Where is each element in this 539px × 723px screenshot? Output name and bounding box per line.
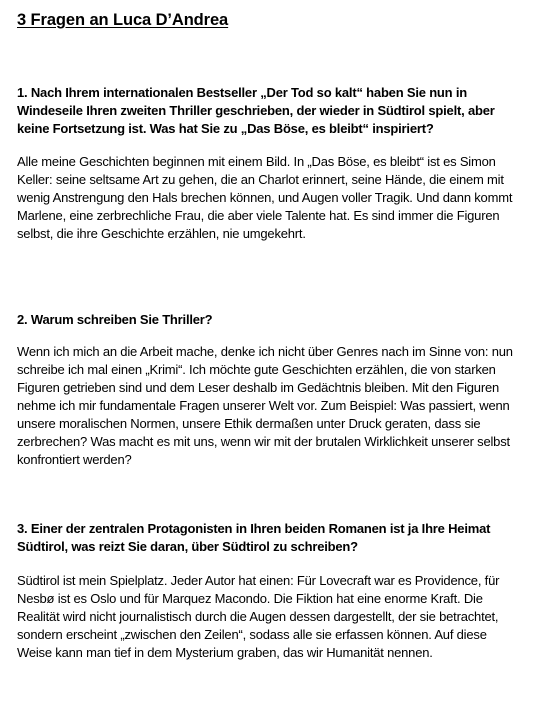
document-title: 3 Fragen an Luca D’Andrea: [17, 11, 229, 29]
answer-1: Alle meine Geschichten beginnen mit einem Bild. In „Das Böse, es bleibt“ ist es Simon Keller: seine seltsame Art zu gehen, die an Charlot erinnert, seine Hände, die einem mit wenig Anstrengung den Hals brechen können, und Augen voller Tragik. Und dann kommt Marlene, eine zerbrechliche Frau, die aber viele Talente hat. Es sind immer die Figuren selbst, die ihre Geschichte erzählen, nie umgekehrt.: [17, 154, 513, 241]
question-1: 1. Nach Ihrem internationalen Bestseller „Der Tod so kalt“ haben Sie nun in Windeseile Ihren zweiten Thriller geschrieben, der wieder in Südtirol spielt, aber keine Fortsetzung ist. Was hat Sie zu „Das Böse, es bleibt“ inspiriert?: [17, 85, 495, 136]
answer-2: Wenn ich mich an die Arbeit mache, denke ich nicht über Genres nach im Sinne von: nun schreibe ich mal einen „Krimi“. Ich möchte gute Geschichten erzählen, die von starken Figuren getrieben sind und dem Leser deshalb im Gedächtnis bleiben. Mit den Figuren nehme ich mir fundamentale Fragen unserer Welt vor. Zum Beispiel: Was passiert, wenn unsere moralischen Normen, unsere Ethik dermaßen unter Druck geraten, dass sie zerbrechen? Was macht es mit uns, wenn wir mit der brutalen Wirklichkeit unserer selbst konfrontiert werden?: [17, 344, 513, 467]
question-3: 3. Einer der zentralen Protagonisten in Ihren beiden Romanen ist ja Ihre Heimat Südtirol, was reizt Sie daran, über Südtirol zu schreiben?: [17, 521, 491, 554]
answer-3: Südtirol ist mein Spielplatz. Jeder Autor hat einen: Für Lovecraft war es Providence, für Nesbø ist es Oslo und für Marquez Macondo. Die Fiktion hat eine enorme Kraft. Die Realität wird nicht journalistisch durch die Augen dessen dargestellt, der sie betrachtet, sondern erscheint „zwischen den Zeilen“, sodass alle sie erfassen können. Auf diese Weise kann man tief in dem Mysterium graben, das wir Humanität nennen.: [17, 573, 500, 660]
question-2: 2. Warum schreiben Sie Thriller?: [17, 312, 213, 327]
